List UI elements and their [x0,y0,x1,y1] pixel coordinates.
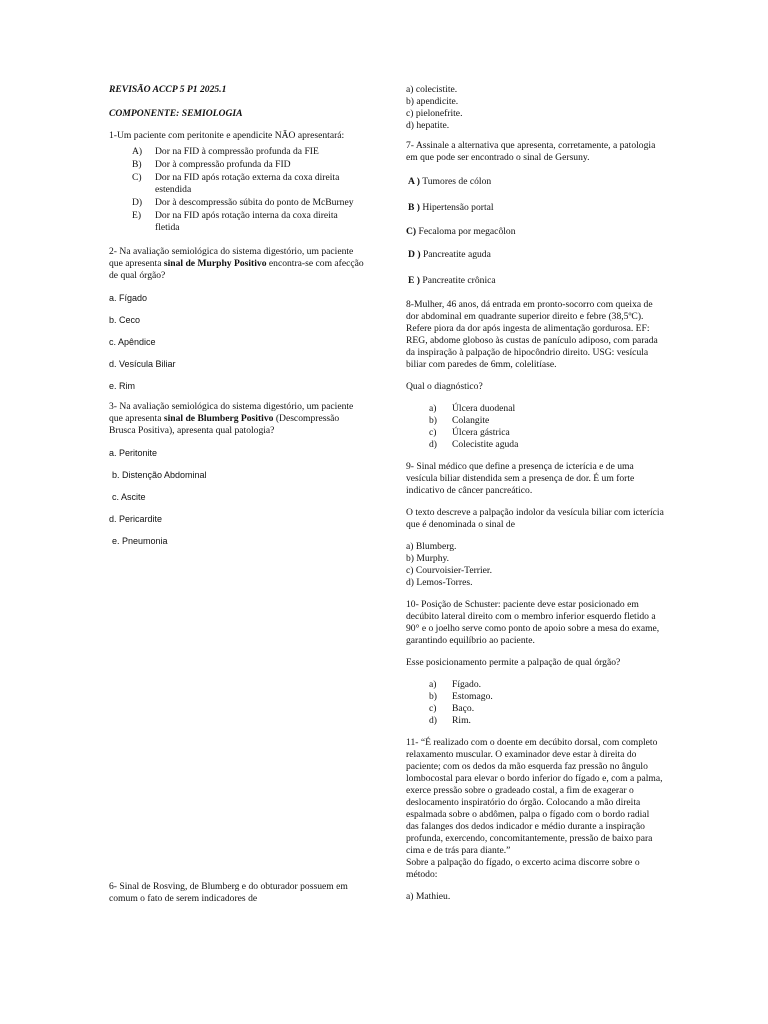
question-10-option: d) Rim. [429,715,471,726]
question-9-option: a) Blumberg. [406,541,457,552]
question-3-option: a. Peritonite [109,448,158,458]
question-2-option: c. Apêndice [109,337,156,347]
question-3-option: c. Ascite [112,492,146,502]
question-6-options [406,84,664,132]
question-9-options [406,541,664,589]
question-1-option: C) Dor na FID após rotação externa da coxa direita estendida [132,172,340,195]
question-2-option: a. Fígado [109,293,148,303]
question-9-option: d) Lemos-Torres. [406,577,473,588]
question-9: 9- Sinal médico que define a presença de icterícia e de uma vesícula biliar distendida sem a presença de dor. É um forte indicativo de câncer pancreático. [406,461,635,496]
question-10-options [406,679,664,727]
question-11-option: a) Mathieu. [406,891,451,902]
question-2: 2- Na avaliação semiológica do sistema digestório, um paciente que apresenta sinal de Murphy Positivo encontra-se com afecção de qual órgão? [109,246,364,281]
question-8-options [406,403,664,451]
question-2-option: b. Ceco [109,315,141,325]
question-9-option: c) Courvoisier-Terrier. [406,565,492,576]
question-7-option: B ) Hipertensão portal [408,202,494,213]
question-7: 7- Assinale a alternativa que apresenta, corretamente, a patologia em que pode ser encontrado o sinal de Gersuny. [406,140,656,163]
question-1-option: E) Dor na FID após rotação interna da coxa direita fletida [132,210,338,233]
question-6-option: a) colecistite. [406,84,458,95]
question-2-option: e. Rim [109,381,136,391]
question-8-option: a) Úlcera duodenal [429,403,516,414]
question-9-option: b) Murphy. [406,553,450,564]
question-6-option: b) apendicite. [406,96,459,107]
question-8-option: b) Colangite [429,415,490,426]
question-8-option: c) Úlcera gástrica [429,427,510,438]
question-7-option: D ) Pancreatite aguda [408,249,491,260]
question-7-option: E ) Pancreatite crônica [408,275,496,286]
question-1-option: B) Dor à compressão profunda da FID [132,159,291,170]
question-8-option: d) Colecistite aguda [429,439,519,450]
question-9-prompt: O texto descreve a palpação indolor da vesícula biliar com icterícia que é denominada o sinal de [406,507,664,530]
question-6-option: d) hepatite. [406,120,450,131]
question-3-option: d. Pericardite [109,514,163,524]
question-6: 6- Sinal de Rosving, de Blumberg e do obturador possuem em comum o fato de serem indicadores de [109,881,348,904]
question-3: 3- Na avaliação semiológica do sistema digestório, um paciente que apresenta sinal de Blumberg Positivo (Descompressão Brusca Positiva), apresenta qual patologia? [109,401,354,436]
question-10-prompt: Esse posicionamento permite a palpação de qual órgão? [406,657,621,668]
question-1: 1-Um paciente com peritonite e apendicite NÃO apresentará: [109,130,345,141]
right-column [406,84,664,903]
document-title: REVISÃO ACCP 5 P1 2025.1 [109,84,227,95]
question-1-options [109,146,364,234]
question-6-option: c) pielonefrite. [406,108,463,119]
question-11: 11- “É realizado com o doente em decúbito dorsal, com completo relaxamento muscular. O examinador deve estar à direita do paciente; com os dedos da mão esquerda faz pressão no ângulo lombocostal para elevar o bordo inferior do fígado e, com a palma, exerce pressão sobre o gradeado costal, a fim de exagerar o deslocamento inspiratório do órgão. Colocando a mão direita espalmada sobre o abdômen, palpa o fígado com o bordo radial das falanges dos dedos indicador e médio durante a inspiração profunda, exercendo, concomitantemente, pressão de baixo para cima e de trás para diante.” [406,737,663,856]
question-2-option: d. Vesícula Biliar [109,359,176,369]
question-1-option: D) Dor à descompressão súbita do ponto de McBurney [132,197,354,208]
question-10-option: c) Baço. [429,703,475,714]
question-8: 8-Mulher, 46 anos, dá entrada em pronto-socorro com queixa de dor abdominal em quadrante superior direito e febre (38,5ºC). Refere piora da dor após ingesta de alimentação gordurosa. EF: REG, abdome globoso às custas de panículo adiposo, com parada da inspiração à palpação de hipocôndrio direito. USG: vesícula biliar com paredes de 6mm, colelitíase. [406,299,658,370]
question-3-option: b. Distenção Abdominal [112,470,207,480]
question-7-option: A ) Tumores de cólon [408,176,492,187]
question-10-option: b) Estomago. [429,691,493,702]
question-8-prompt: Qual o diagnóstico? [406,381,483,392]
question-7-option: C) Fecaloma por megacôlon [406,226,516,237]
question-10-option: a) Fígado. [429,679,482,690]
question-3-option: e. Pneumonia [112,536,168,546]
question-10: 10- Posição de Schuster: paciente deve estar posicionado em decúbito lateral direito com o membro inferior esquerdo fletido a 90° e o joelho serve como ponto de apoio sobre a mesa do exame, garantindo equilíbrio ao paciente. [406,599,660,646]
question-1-option: A) Dor na FID à compressão profunda da FIE [132,146,319,157]
question-11-prompt: Sobre a palpação do fígado, o excerto acima discorre sobre o método: [406,857,640,880]
component-heading: COMPONENTE: SEMIOLOGIA [109,108,243,119]
left-column [109,84,364,547]
